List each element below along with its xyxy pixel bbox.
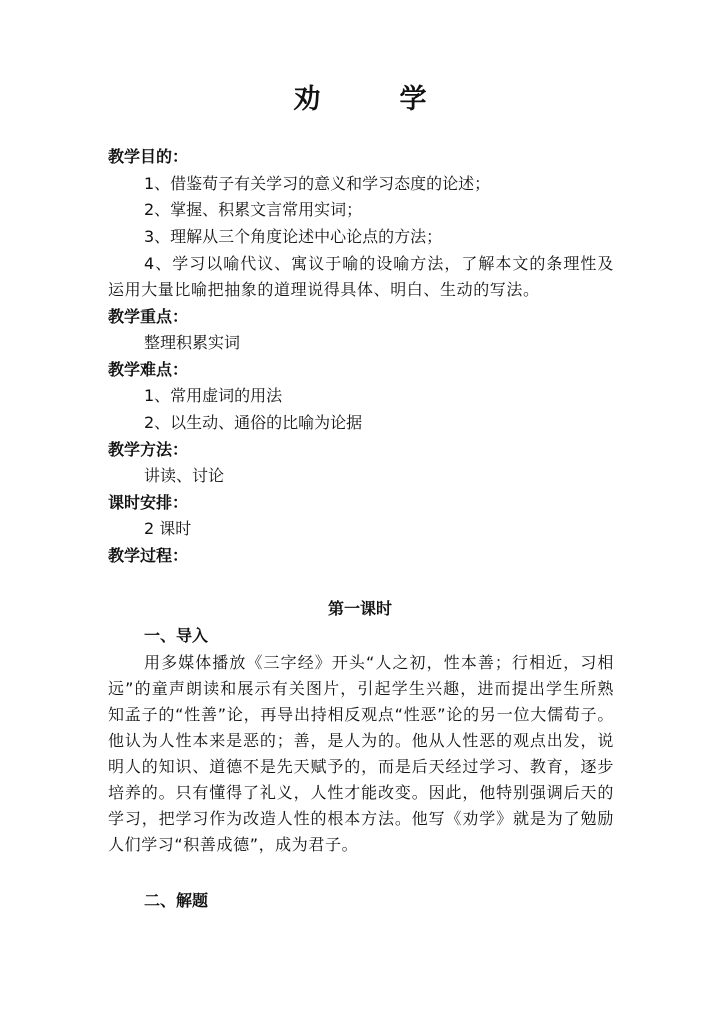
lesson1-heading: 第一课时 xyxy=(327,599,392,618)
document-title: 劝 学 xyxy=(293,84,453,115)
objective-item: 1、借鉴荀子有关学习的意义和学习态度的论述； xyxy=(144,174,491,193)
intro-paragraph: 用多媒体播放《三字经》开头“人之初，性本善；行相近，习相远”的童声朗读和展示有关图片，引起学生兴趣，进而提出学生所熟知孟子的“性善”论，再导出持相反观点“性恶”论的另一位大儒荀子。他认为人性本来是恶的；善，是人为的。他从人性恶的观点出发，说明人的知识、道德不是先天赋予的，而是后天经过学习、教育，逐步培养的。只有懂得了礼义，人性才能改变。因此，他特别强调后天的学习，把学习作为改造人性的根本方法。他写《劝学》就是为了勉励人们学习“积善成德”，成为君子。 xyxy=(108,653,614,854)
objective-item: 2、掌握、积累文言常用实词； xyxy=(144,200,363,219)
difficulty-item: 1、常用虚词的用法 xyxy=(144,386,283,405)
schedule-heading: 课时安排： xyxy=(108,493,189,512)
section1-heading: 一、导入 xyxy=(144,626,209,645)
process-heading: 教学过程： xyxy=(108,546,189,565)
section2-heading: 二、解题 xyxy=(144,891,209,910)
objective-item: 4、学习以喻代议、寓议于喻的设喻方法，了解本文的条理性及运用大量比喻把抽象的道理说得具体、明白、生动的写法。 xyxy=(108,254,614,299)
difficulty-item: 2、以生动、通俗的比喻为论据 xyxy=(144,413,363,432)
difficulties-heading: 教学难点： xyxy=(108,360,189,379)
key-points-text: 整理积累实词 xyxy=(144,333,241,352)
objectives-heading: 教学目的： xyxy=(108,147,189,166)
methods-heading: 教学方法： xyxy=(108,440,189,459)
key-points-heading: 教学重点： xyxy=(108,307,189,326)
objective-item: 3、理解从三个角度论述中心论点的方法； xyxy=(144,227,443,246)
methods-text: 讲读、讨论 xyxy=(144,466,225,485)
schedule-text: 2 课时 xyxy=(144,519,192,538)
